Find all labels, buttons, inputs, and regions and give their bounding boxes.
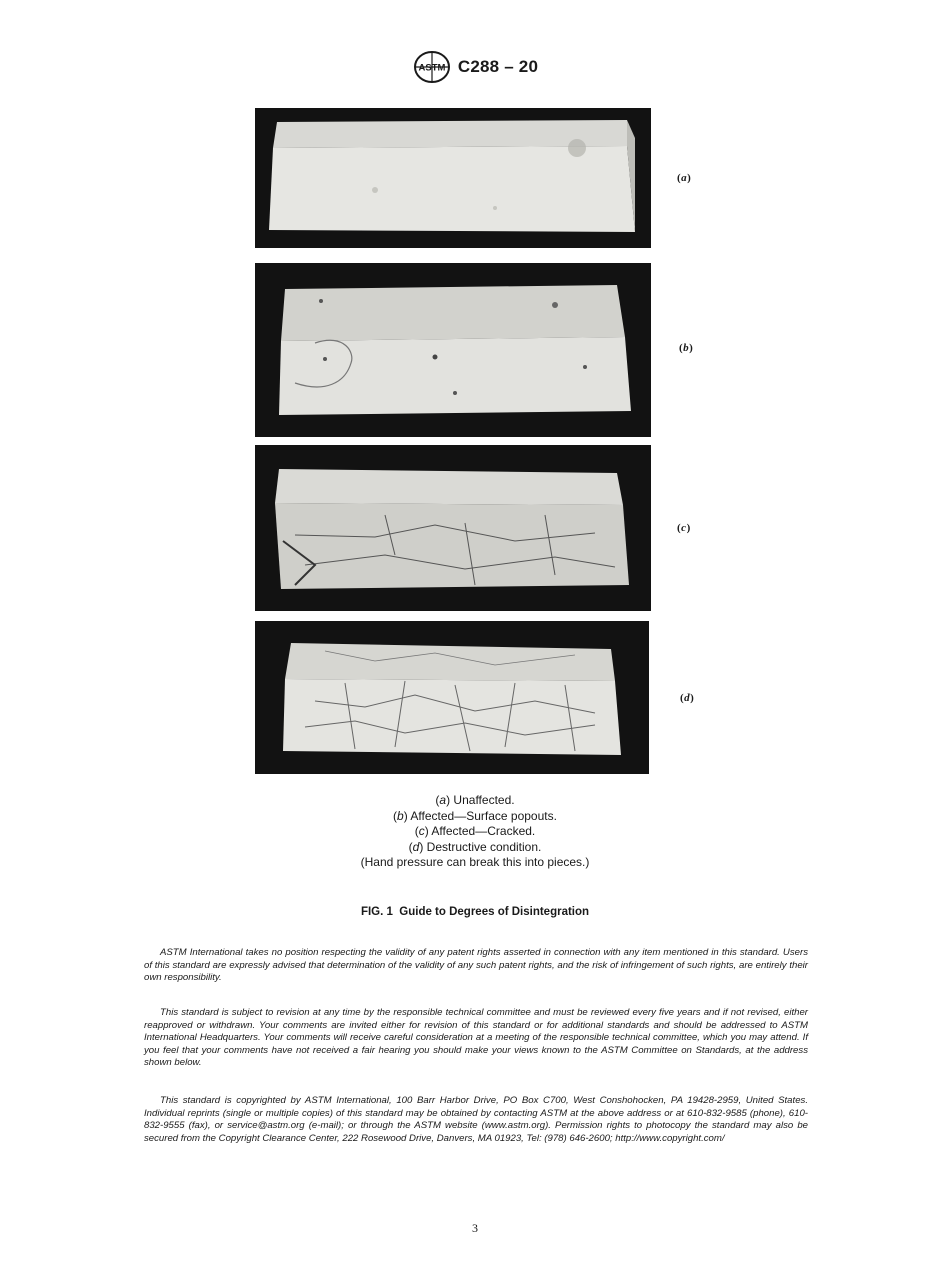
- page-header: [0, 50, 950, 84]
- legend-line-a: (a) Unaffected.: [435, 793, 515, 807]
- specimen-photo-b: [255, 263, 651, 437]
- panel-label-a: (a): [677, 172, 692, 184]
- specimen-photo-c: [255, 445, 651, 611]
- specimen-photo-d: [255, 621, 649, 774]
- panel-label-c: (c): [677, 522, 691, 534]
- standard-designation: C288 – 20: [457, 57, 539, 76]
- specimen-photo-a: [255, 108, 651, 248]
- copyright-notice: This standard is copyrighted by ASTM International, 100 Barr Harbor Drive, PO Box C700, West Conshohocken, PA 19428-2959, United States. Individual reprints (single or multiple copies) of this standard may be obtained by contacting ASTM at the above address or at 610-832-9585 (phone), 610-832-9555 (fax), or service@astm.org (e-mail); or through the ASTM website (www.astm.org). Permission rights to photocopy the standard may also be secured from the Copyright Clearance Center, 222 Rosewood Drive, Danvers, MA 01923, Tel: (978) 646-2600; http://www.copyright.com/: [144, 1095, 808, 1144]
- page-number: 3: [472, 1221, 478, 1235]
- revision-notice: This standard is subject to revision at any time by the responsible technical committee and must be reviewed every five years and if not revised, either reapproved or withdrawn. Your comments are invited either for revision of this standard or for additional standards and should be addressed to ASTM International Headquarters. Your comments will receive careful consideration at a meeting of the responsible technical committee, which you may attend. If you feel that your comments have not received a fair hearing you should make your views known to the ASTM Committee on Standards, at the address shown below.: [144, 1007, 808, 1069]
- figure-caption: FIG. 1 Guide to Degrees of Disintegration: [360, 906, 590, 918]
- svg-text:ASTM: ASTM: [418, 62, 446, 74]
- legend-line-d: (d) Destructive condition.: [408, 839, 542, 854]
- astm-logo-icon: [412, 50, 452, 84]
- patent-notice: ASTM International takes no position respecting the validity of any patent rights asserted in connection with any item mentioned in this standard. Users of this standard are expressly advised that determination of the validity of any such patent rights, and the risk of infringement of such rights, are entirely their own responsibility.: [144, 947, 808, 984]
- panel-label-d: (d): [680, 692, 695, 704]
- legend-line-c: (c) Affected—Cracked.: [414, 824, 536, 838]
- legend-note: (Hand pressure can break this into pieces.): [360, 855, 590, 869]
- legend-line-b: (b) Affected—Surface popouts.: [393, 808, 557, 823]
- panel-label-b: (b): [679, 342, 694, 354]
- figure-legend: [0, 793, 950, 871]
